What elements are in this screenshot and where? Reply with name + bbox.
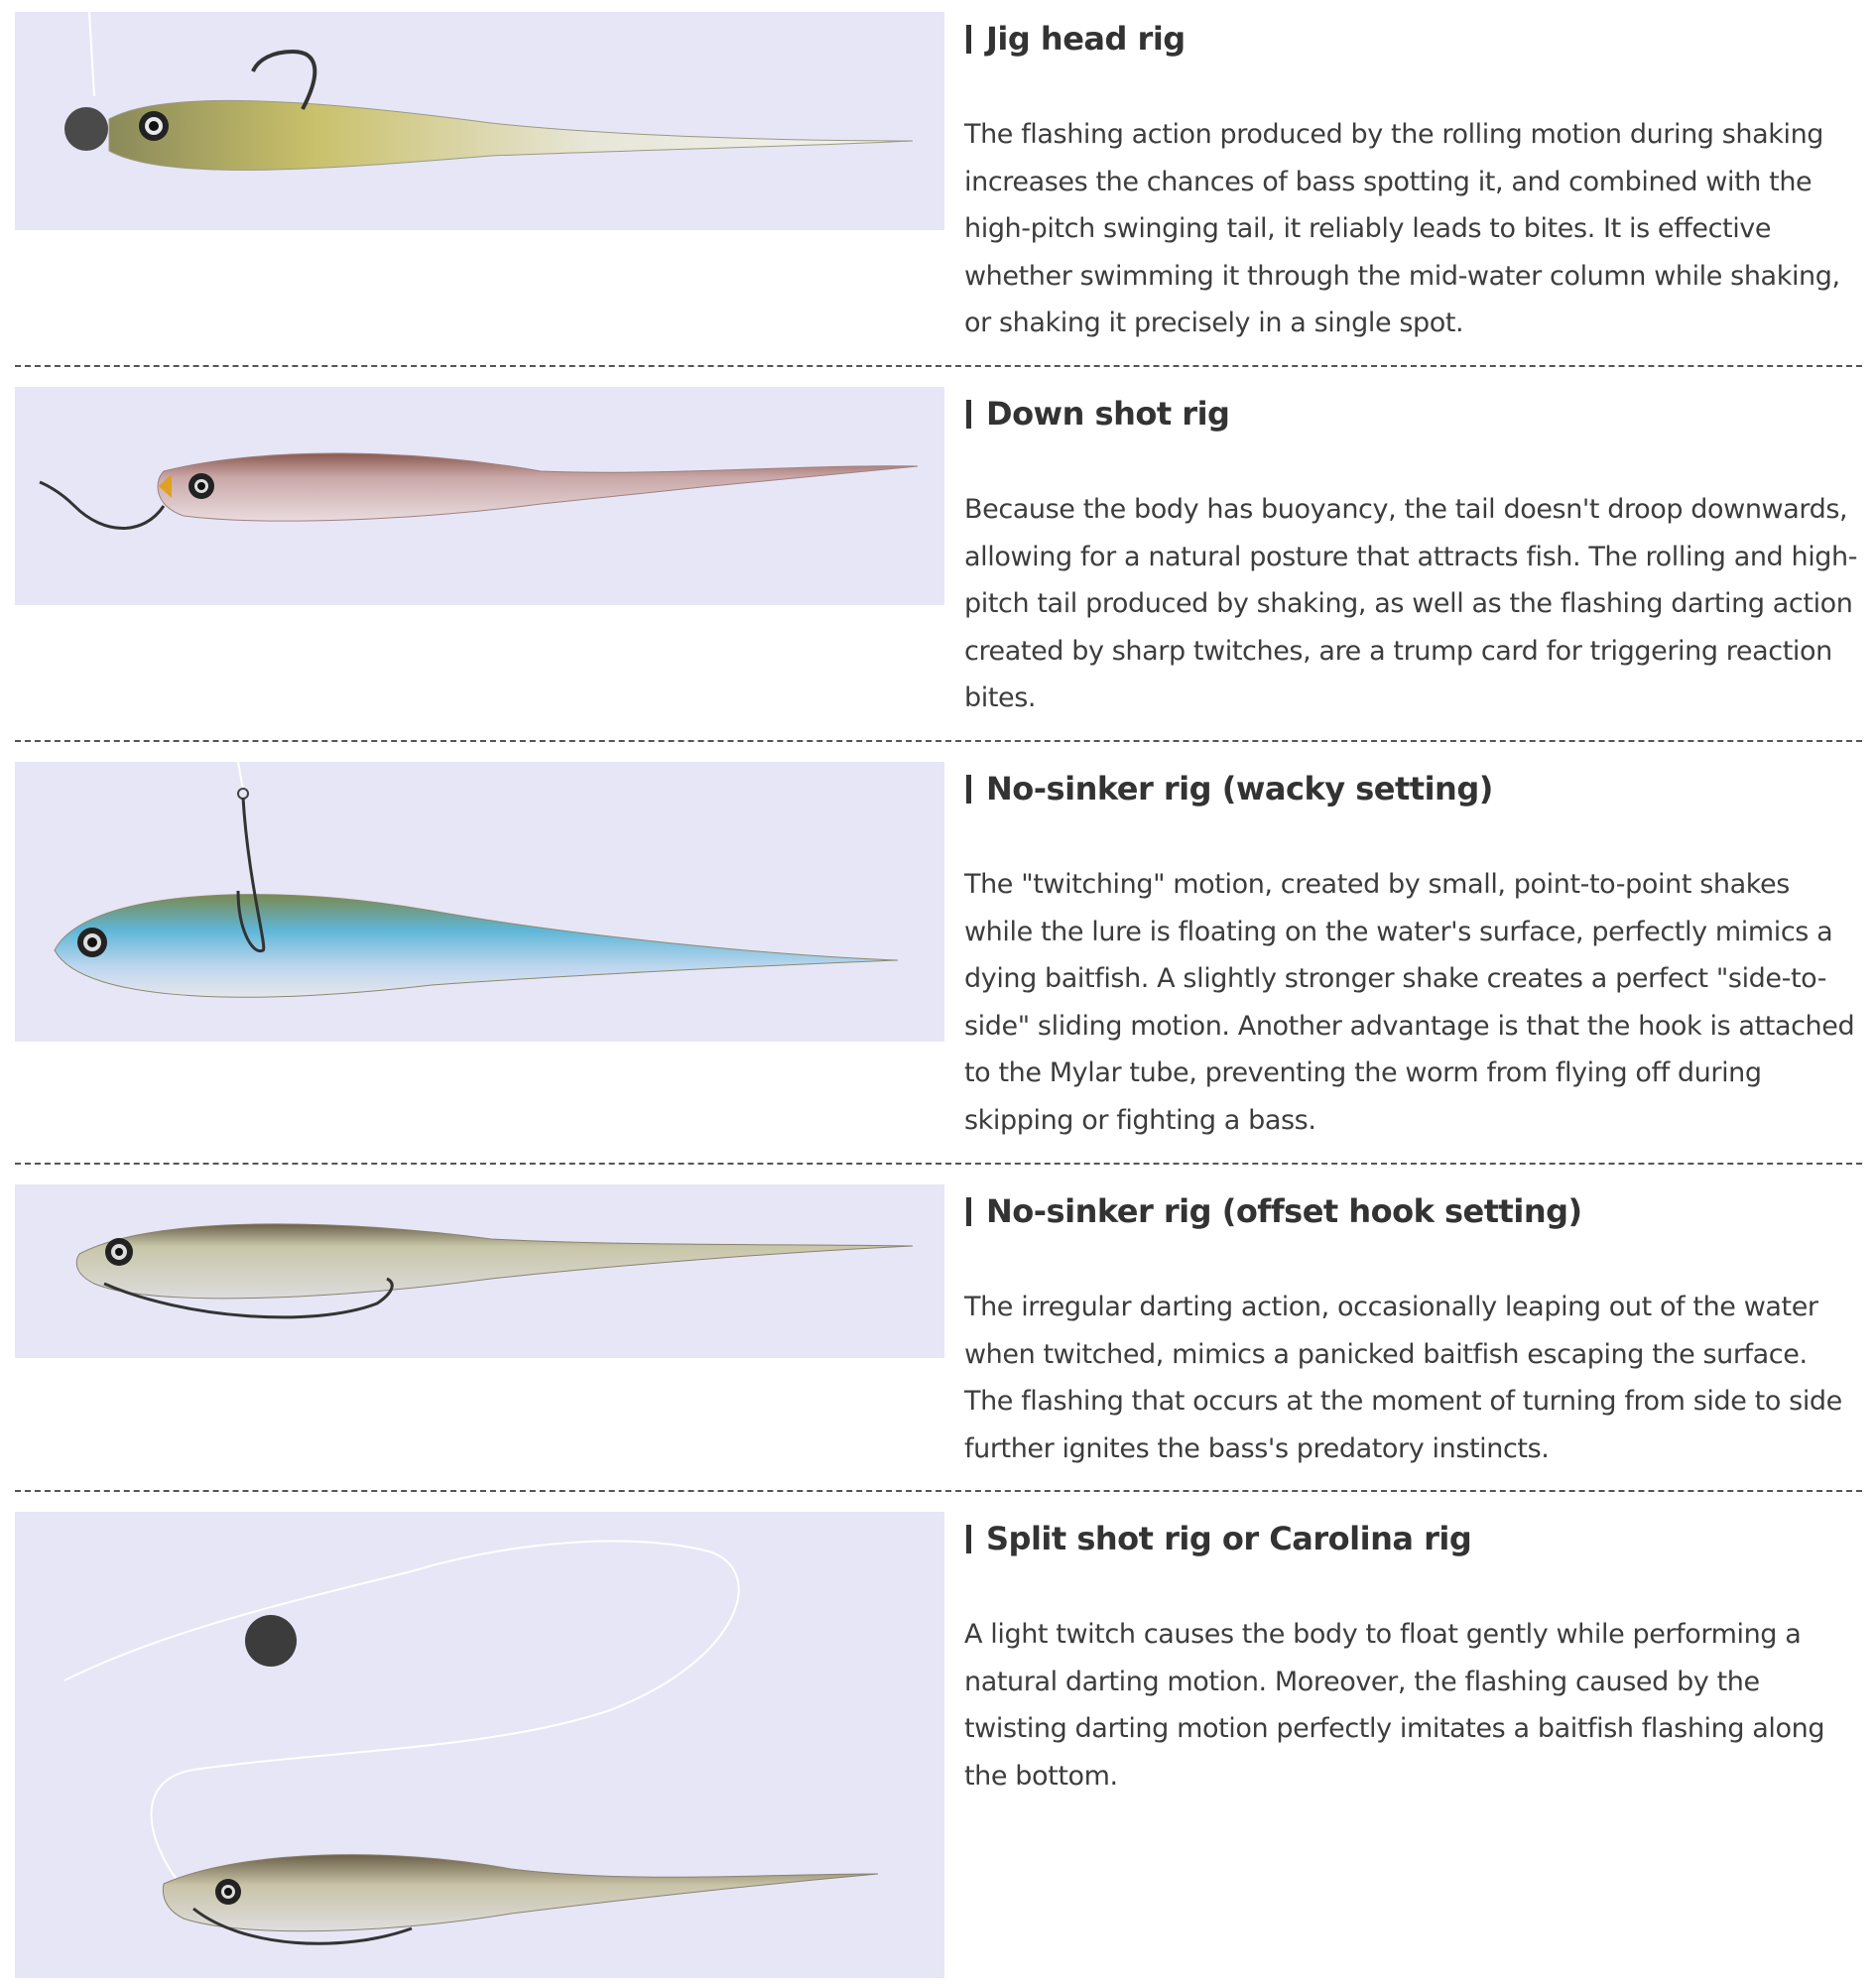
down-shot-lure-photo xyxy=(15,387,944,605)
rig-title: Jig head rig xyxy=(964,17,1862,61)
section-divider xyxy=(15,740,1862,742)
section-divider xyxy=(15,365,1862,367)
rig-title: Down shot rig xyxy=(964,392,1862,435)
split-shot-lure-photo xyxy=(15,1512,944,1978)
rig-description: A light twitch causes the body to float gently while performing a natural darting motion. Moreover, the flashing caused by the twisting darting motion perfectly imitates a baitfish flashing along the bottom. xyxy=(964,1619,1825,1792)
rig-title: No-sinker rig (wacky setting) xyxy=(964,767,1862,810)
section-divider xyxy=(15,1490,1862,1492)
rig-description: Because the body has buoyancy, the tail doesn't droop downwards, allowing for a natural posture that attracts fish. The rolling and high-pitch tail produced by shaking, as well as the flashing darting action created by sharp twitches, are a trump card for triggering reaction bites. xyxy=(964,494,1858,713)
jig-head-lure-photo xyxy=(15,12,944,230)
rig-description: The irregular darting action, occasionally leaping out of the water when twitched, mimics a panicked baitfish escaping the surface. The flashing that occurs at the moment of turning from side to side further ignites the bass's predatory instincts. xyxy=(964,1292,1842,1464)
offset-hook-lure-photo xyxy=(15,1184,944,1358)
rig-description: The flashing action produced by the rolling motion during shaking increases the chances of bass spotting it, and combined with the high-pitch swinging tail, it reliably leads to bites. It is effective whether swimming it through the mid-water column while shaking, or shaking it precisely in a single spot. xyxy=(964,119,1840,338)
section-divider xyxy=(15,1163,1862,1165)
rig-description: The "twitching" motion, created by small, point-to-point shakes while the lure is floating on the water's surface, perfectly mimics a dying baitfish. A slightly stronger shake creates a perfect "side-to-side" sliding motion. Another advantage is that the hook is attached to the Mylar tube, preventing the worm from flying off during skipping or fighting a bass. xyxy=(964,869,1855,1136)
rig-title: Split shot rig or Carolina rig xyxy=(964,1517,1862,1560)
rig-title: No-sinker rig (offset hook setting) xyxy=(964,1189,1862,1233)
wacky-lure-photo xyxy=(15,762,944,1042)
